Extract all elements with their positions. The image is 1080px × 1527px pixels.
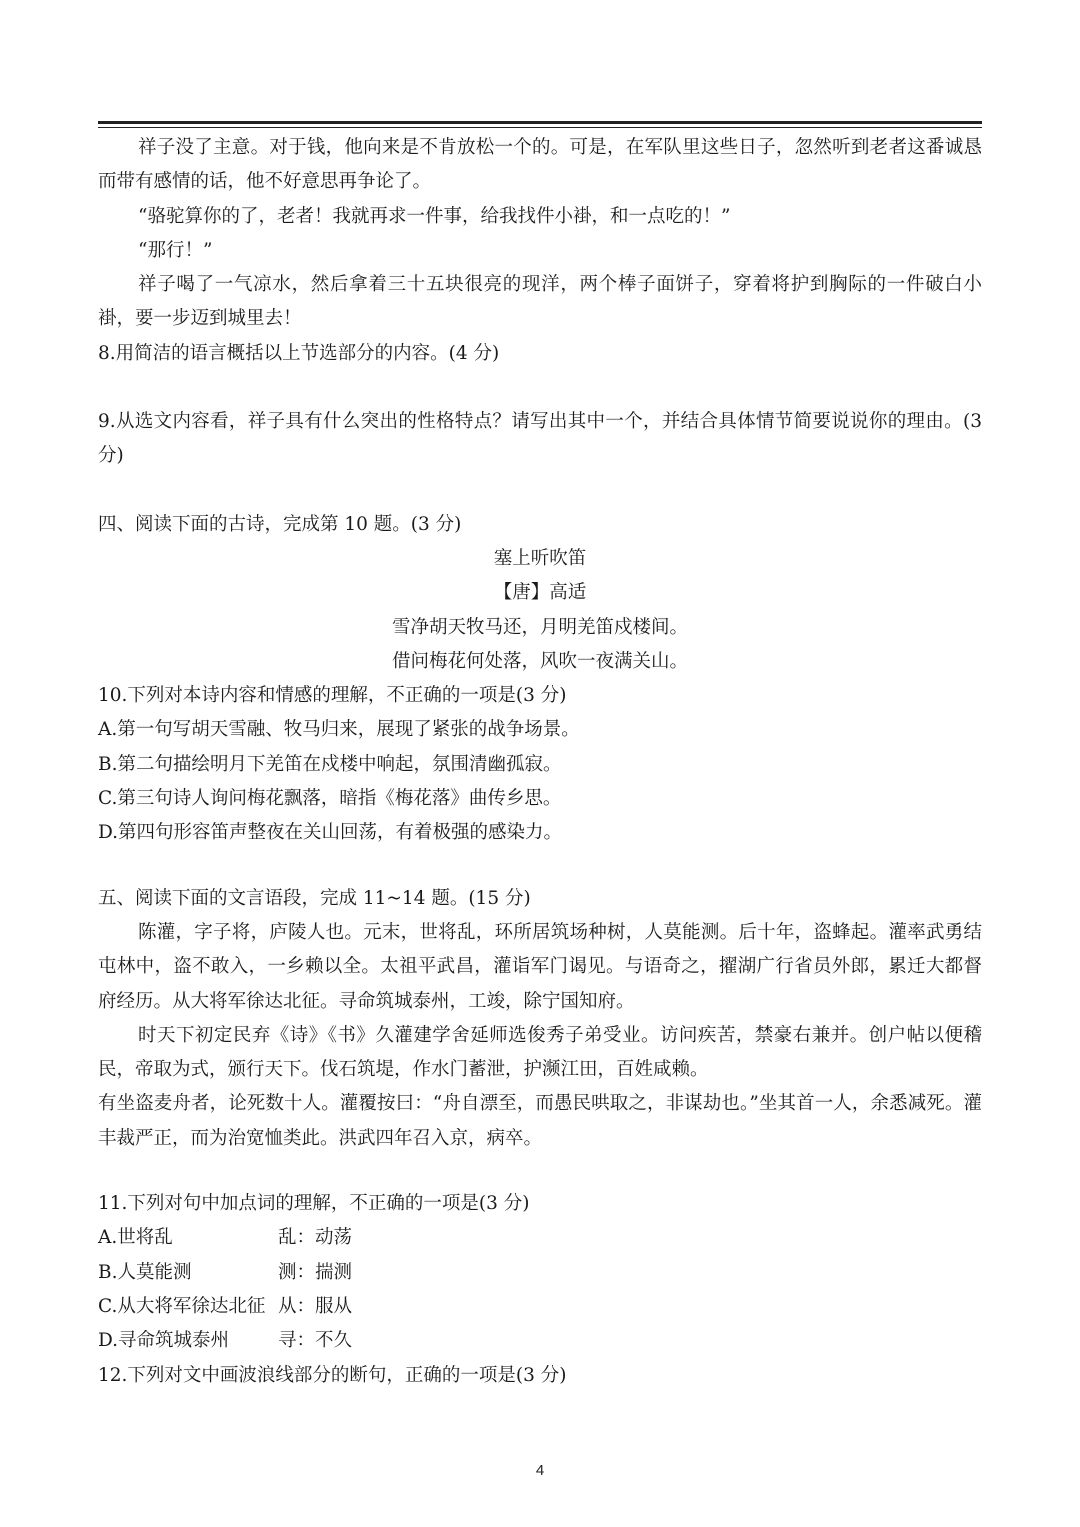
section-gap bbox=[98, 851, 982, 882]
option-gloss: 乱：动荡 bbox=[278, 1227, 353, 1249]
option-phrase: B.人莫能测 bbox=[98, 1261, 192, 1283]
option-gloss: 测：揣测 bbox=[278, 1261, 353, 1283]
section-5-heading: 五、阅读下面的文言语段，完成 11~14 题。(15 分) bbox=[98, 887, 531, 909]
page-number: 4 bbox=[535, 1462, 545, 1479]
classical-paragraph: 陈灌，字子将，庐陵人也。元末，世将乱，环所居筑场种树，人莫能测。后十年，盗蜂起。灌率武勇结屯林中，盗不敢入，一乡赖以全。太祖平武昌，灌诣军门谒见。与语奇之，擢湖广行省员外郎，累迁大都督府经历。从大将军徐达北征。寻命筑城泰州，工竣，除宁国知府。 bbox=[98, 921, 982, 1012]
answer-space bbox=[98, 474, 982, 508]
header-rule-thick bbox=[98, 121, 982, 124]
answer-space bbox=[98, 371, 982, 405]
question-8: 8.用简洁的语言概括以上节选部分的内容。(4 分) bbox=[98, 342, 500, 364]
passage-paragraph: 祥子喝了一气凉水，然后拿着三十五块很亮的现洋，两个棒子面饼子，穿着将护到胸际的一件破白小褂，要一步迈到城里去！ bbox=[98, 274, 982, 330]
option-gloss: 寻：不久 bbox=[278, 1330, 353, 1352]
passage-paragraph: “骆驼算你的了，老者！我就再求一件事，给我找件小褂，和一点吃的！” bbox=[138, 205, 731, 227]
question-11: 11.下列对句中加点词的理解，不正确的一项是(3 分) bbox=[98, 1193, 530, 1215]
poem-line: 借问梅花何处落，风吹一夜满关山。 bbox=[391, 650, 688, 672]
poem-line: 雪净胡天牧马还，月明羌笛戍楼间。 bbox=[391, 616, 688, 638]
passage-paragraph: 祥子没了主意。对于钱，他向来是不肯放松一个的。可是，在军队里这些日子，忽然听到老者这番诚恳而带有感情的话，他不好意思再争论了。 bbox=[98, 137, 982, 193]
poem-author: 【唐】高适 bbox=[493, 582, 587, 604]
q10-option-b: B.第二句描绘明月下羌笛在戍楼中响起，氛围清幽孤寂。 bbox=[98, 753, 562, 775]
classical-paragraph: 有坐盗麦舟者，论死数十人。灌覆按曰：“舟自漂至，而愚民哄取之，非谋劫也。”坐其首一人，余悉减死。灌丰裁严正，而为治宽恤类此。洪武四年召入京，病卒。 bbox=[98, 1093, 982, 1149]
header-rule-thin bbox=[98, 127, 982, 128]
q10-option-a: A.第一句写胡天雪融、牧马归来，展现了紧张的战争场景。 bbox=[98, 719, 580, 741]
poem-title: 塞上听吹笛 bbox=[493, 547, 587, 569]
section-4-heading: 四、阅读下面的古诗，完成第 10 题。(3 分) bbox=[98, 513, 462, 535]
page-content bbox=[98, 131, 982, 1393]
section-gap bbox=[98, 1156, 982, 1187]
question-12: 12.下列对文中画波浪线部分的断句，正确的一项是(3 分) bbox=[98, 1364, 567, 1386]
q11-option-d bbox=[98, 1324, 982, 1358]
option-phrase: D.寻命筑城泰州 bbox=[98, 1330, 230, 1352]
question-9: 9.从选文内容看，祥子具有什么突出的性格特点？请写出其中一个，并结合具体情节简要说说你的理由。(3 分) bbox=[98, 411, 982, 467]
q10-option-d: D.第四句形容笛声整夜在关山回荡，有着极强的感染力。 bbox=[98, 822, 563, 844]
classical-paragraph: 时天下初定民弃《诗》《书》久灌建学舍延师选俊秀子弟受业。访问疾苦，禁豪右兼并。创户帖以便稽民，帝取为式，颁行天下。伐石筑堤，作水门蓄泄，护濒江田，百姓咸赖。 bbox=[98, 1024, 982, 1081]
option-phrase: A.世将乱 bbox=[98, 1227, 173, 1249]
question-10: 10.下列对本诗内容和情感的理解，不正确的一项是(3 分) bbox=[98, 685, 567, 707]
passage-paragraph: “那行！” bbox=[138, 239, 213, 261]
q11-option-c bbox=[98, 1290, 982, 1324]
q11-option-a bbox=[98, 1221, 982, 1255]
option-gloss: 从：服从 bbox=[278, 1295, 353, 1317]
q10-option-c: C.第三句诗人询问梅花飘落，暗指《梅花落》曲传乡思。 bbox=[98, 788, 562, 810]
q11-option-b bbox=[98, 1256, 982, 1290]
option-phrase: C.从大将军徐达北征 bbox=[98, 1295, 266, 1317]
